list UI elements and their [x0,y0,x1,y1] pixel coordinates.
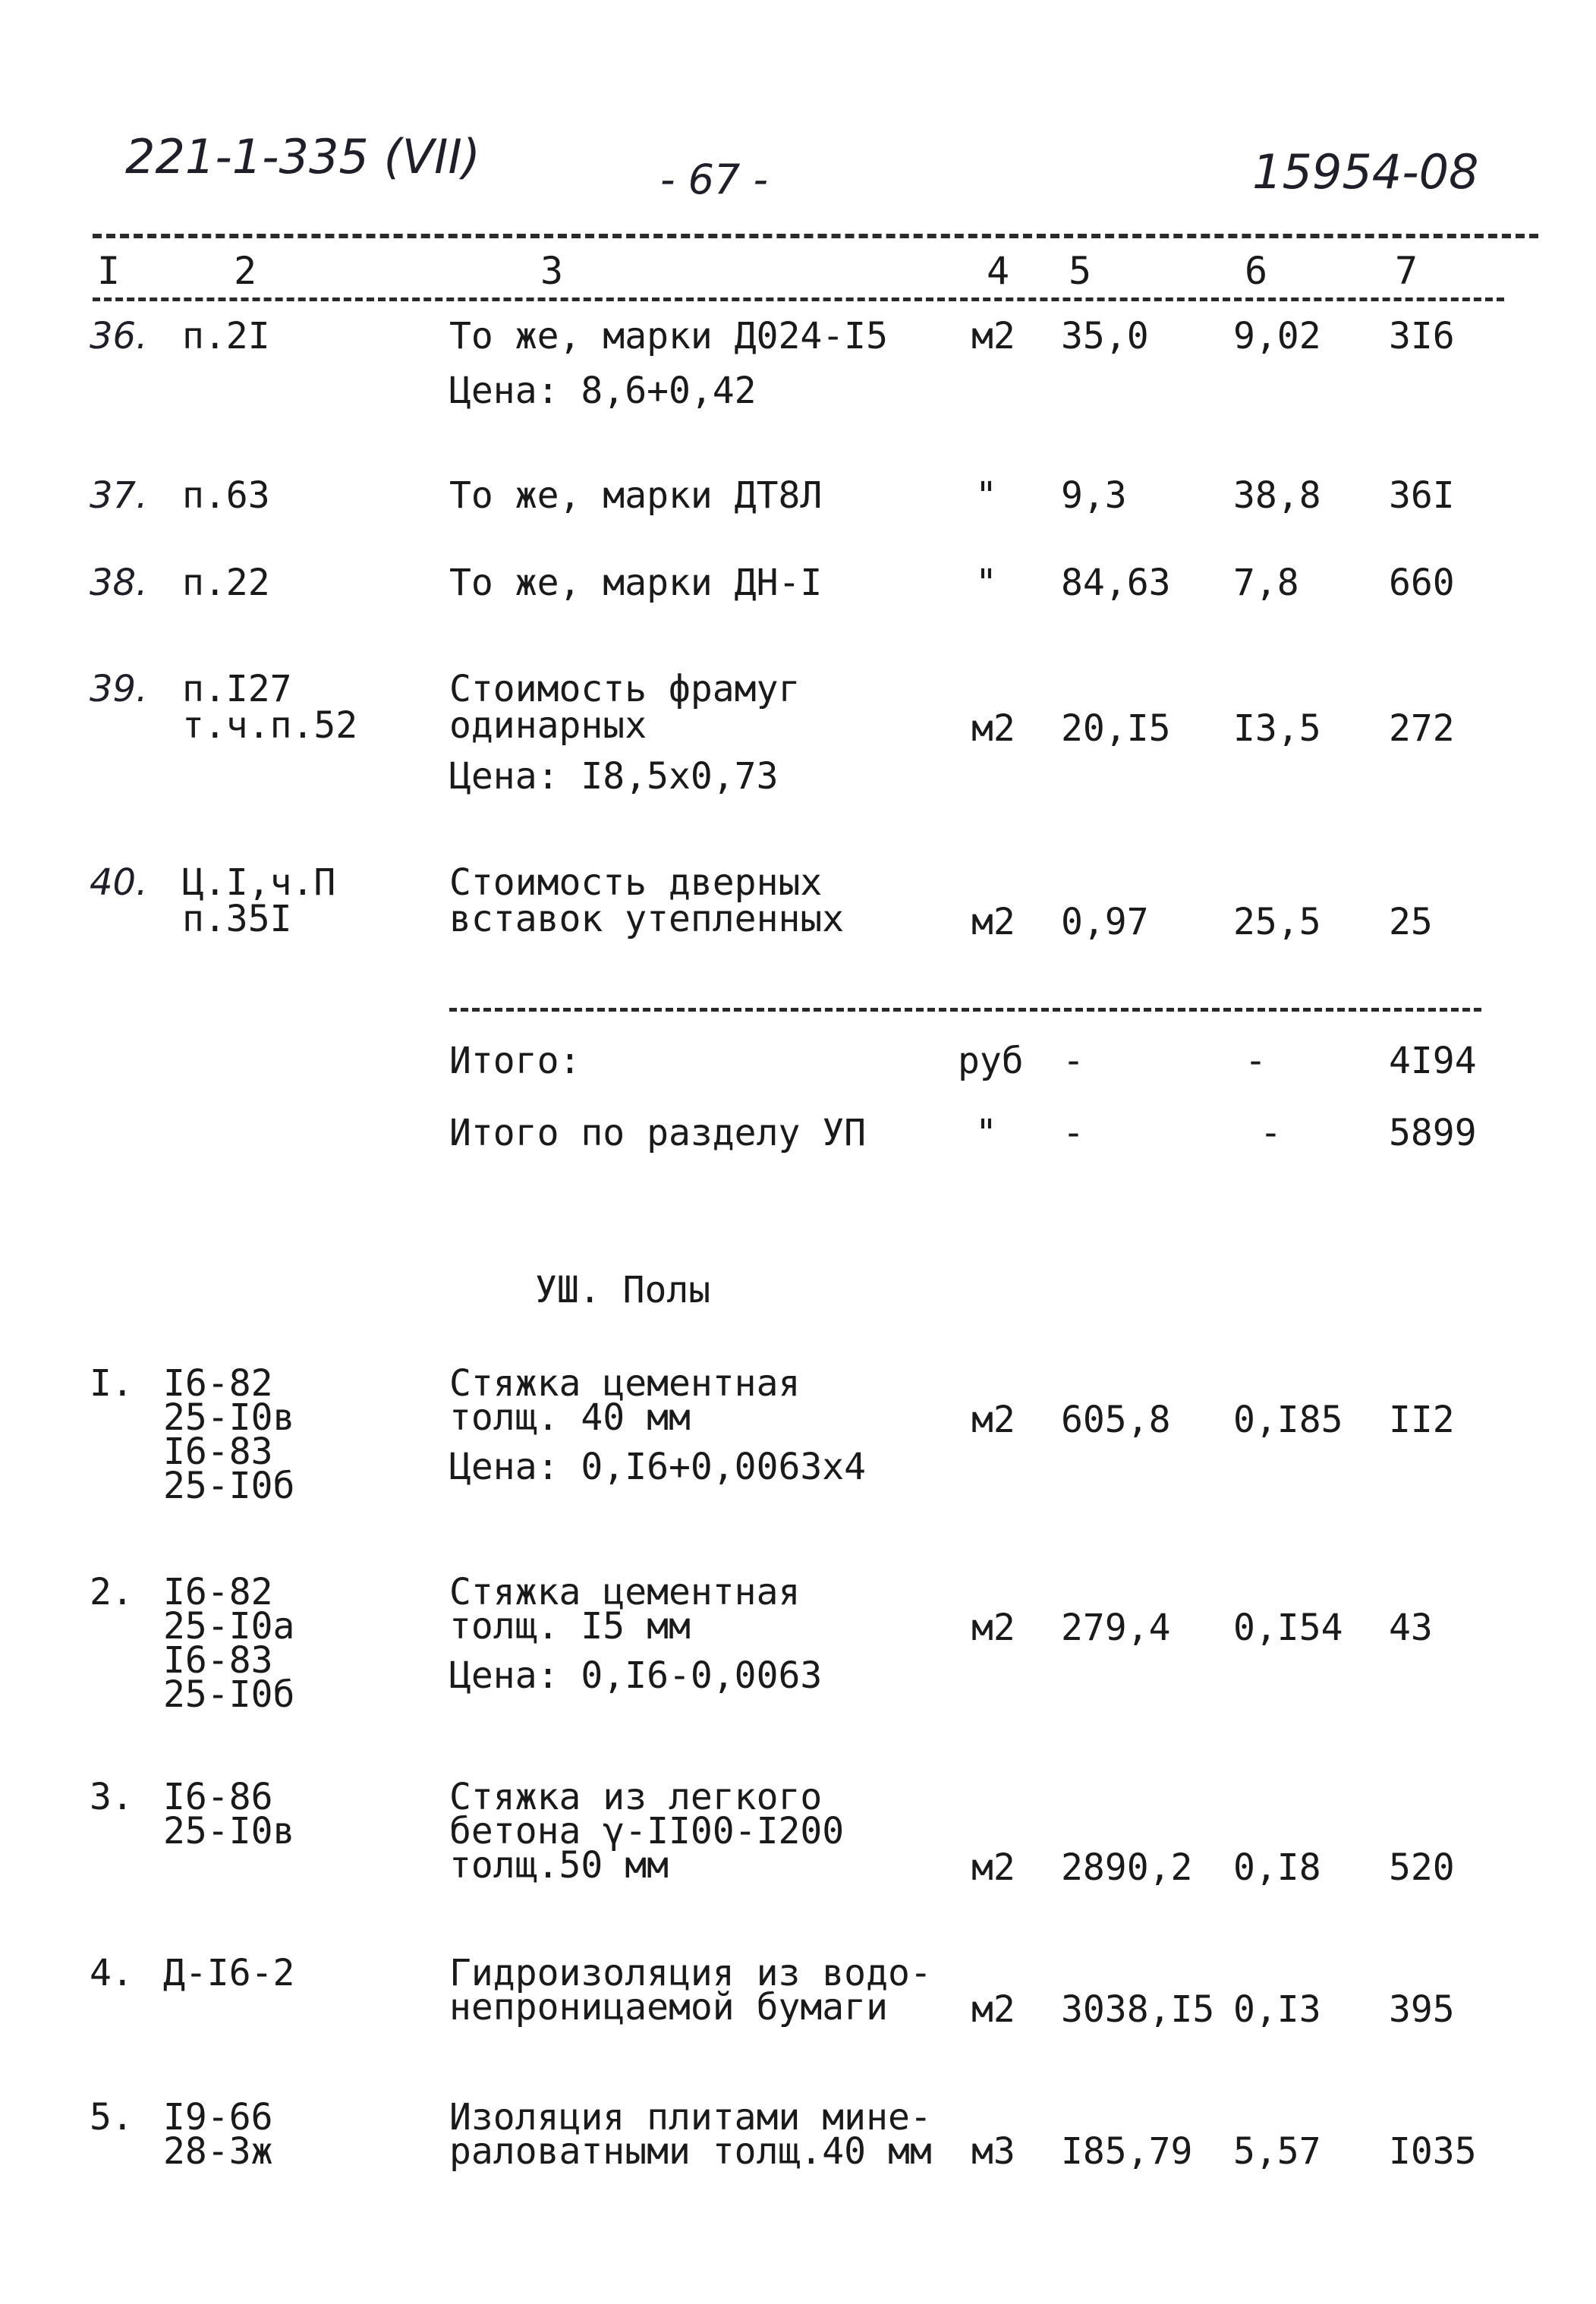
row-ref: п.I27 [182,668,292,710]
row-description: одинарных [449,704,647,747]
row-unit-price: 0,I3 [1233,1988,1321,2031]
row-unit: " [975,562,997,604]
totals-price: - [1245,1040,1267,1082]
row-ref: I6-86 [163,1776,273,1818]
row-unit-price: I3,5 [1233,707,1321,750]
row-number: 40. [90,861,148,904]
row-ref: I9-66 [163,2096,273,2139]
totals-quantity: - [1062,1040,1084,1082]
row-description: вставок утепленных [449,898,845,940]
row-unit: м2 [971,1988,1015,2031]
col-header-6: 6 [1245,249,1268,293]
row-description: Стоимость фрамуг [449,668,801,710]
row-quantity: 9,3 [1061,474,1127,517]
row-description: Стяжка цементная [449,1362,801,1405]
row-number: 39. [90,668,148,710]
row-unit-price: 9,02 [1233,315,1321,357]
row-ref: I6-83 [163,1639,273,1682]
row-quantity: 20,I5 [1061,707,1171,750]
row-total: I035 [1389,2130,1477,2173]
row-description: То же, марки ДТ8Л [449,474,823,517]
row-unit: м2 [971,1399,1015,1441]
row-total: 520 [1389,1846,1455,1889]
row-description: толщ. 40 мм [449,1396,691,1439]
totals-rule [449,1008,1481,1012]
row-unit: м3 [971,2130,1015,2173]
row-ref: 25-I0б [163,1673,295,1716]
header-bottom-rule [93,297,1504,301]
row-ref: Д-I6-2 [163,1952,295,1994]
row-unit-price: 0,I85 [1233,1399,1343,1441]
row-description: бетона γ-II00-I200 [449,1810,845,1852]
row-quantity: 35,0 [1061,315,1149,357]
row-description: раловатными толщ.40 мм [449,2130,932,2173]
row-quantity: 3038,I5 [1061,1988,1215,2031]
totals-quantity: - [1062,1112,1084,1154]
row-description: толщ.50 мм [449,1844,669,1887]
col-header-2: 2 [234,249,257,293]
row-quantity: 84,63 [1061,562,1171,604]
row-number: I. [90,1362,134,1405]
row-total: II2 [1389,1399,1455,1441]
col-header-1: I [97,249,121,293]
row-price-note: Цена: 0,I6+0,0063х4 [449,1446,867,1488]
row-price-note: Цена: 0,I6-0,0063 [449,1654,823,1697]
row-description: Стяжка из легкого [449,1776,823,1818]
col-header-3: 3 [540,249,564,293]
row-total: 36I [1389,474,1455,517]
row-total: 25 [1389,901,1433,943]
row-quantity: 279,4 [1061,1607,1171,1649]
row-unit: м2 [971,1846,1015,1889]
totals-unit: " [975,1112,997,1154]
row-total: 660 [1389,562,1455,604]
row-number: 38. [90,562,148,604]
row-unit-price: 7,8 [1233,562,1299,604]
row-description: непроницаемой бумаги [449,1986,888,2029]
row-number: 4. [90,1952,134,1994]
row-ref: 25-I0б [163,1465,295,1507]
row-price-note: Цена: 8,6+0,42 [449,370,757,412]
row-ref: I6-82 [163,1571,273,1613]
row-unit-price: 0,I8 [1233,1846,1321,1889]
row-ref: т.ч.п.52 [182,704,358,747]
row-total: 272 [1389,707,1455,750]
row-number: 2. [90,1571,134,1613]
page-number: - 67 - [660,156,769,203]
row-unit: м2 [971,707,1015,750]
row-ref: 25-I0в [163,1396,295,1439]
row-unit: м2 [971,315,1015,357]
row-unit: м2 [971,1607,1015,1649]
row-unit-price: 25,5 [1233,901,1321,943]
row-ref: п.35I [182,898,292,940]
row-ref: Ц.I,ч.П [182,861,336,904]
section-title: УШ. Полы [535,1269,711,1311]
row-description: Стяжка цементная [449,1571,801,1613]
header-top-rule [93,234,1538,238]
totals-label: Итого: [449,1040,581,1082]
totals-label: Итого по разделу УП [449,1112,867,1154]
row-quantity: 605,8 [1061,1399,1171,1441]
totals-value: 4I94 [1389,1040,1477,1082]
row-description: Изоляция плитами мине- [449,2096,932,2139]
row-quantity: 0,97 [1061,901,1149,943]
row-description: Гидроизоляция из водо- [449,1952,932,1994]
col-header-4: 4 [987,249,1010,293]
row-ref: п.63 [182,474,270,517]
row-unit-price: 38,8 [1233,474,1321,517]
totals-price: - [1260,1112,1282,1154]
row-unit-price: 0,I54 [1233,1607,1343,1649]
row-unit-price: 5,57 [1233,2130,1321,2173]
row-description: толщ. I5 мм [449,1605,691,1648]
col-header-7: 7 [1395,249,1418,293]
row-number: 5. [90,2096,134,2139]
row-ref: п.2I [182,315,270,357]
totals-value: 5899 [1389,1112,1477,1154]
row-description: То же, марки ДН-I [449,562,823,604]
sheet-code: 15954-08 [1252,144,1479,200]
row-ref: 25-I0а [163,1605,295,1648]
totals-unit: руб [958,1040,1024,1082]
row-total: 395 [1389,1988,1455,2031]
row-ref: п.22 [182,562,270,604]
row-price-note: Цена: I8,5х0,73 [449,755,779,798]
col-header-5: 5 [1069,249,1092,293]
row-unit: м2 [971,901,1015,943]
row-unit: " [975,474,997,517]
row-description: Стоимость дверных [449,861,823,904]
row-number: 36. [90,315,148,357]
row-ref: 28-3ж [163,2130,273,2173]
row-description: То же, марки Д024-I5 [449,315,888,357]
row-ref: I6-83 [163,1431,273,1473]
row-quantity: I85,79 [1061,2130,1193,2173]
row-quantity: 2890,2 [1061,1846,1193,1889]
row-number: 37. [90,474,148,517]
row-ref: 25-I0в [163,1810,295,1852]
row-total: 3I6 [1389,315,1455,357]
row-number: 3. [90,1776,134,1818]
row-ref: I6-82 [163,1362,273,1405]
doc-code: 221-1-335 (VII) [125,129,480,184]
row-total: 43 [1389,1607,1433,1649]
